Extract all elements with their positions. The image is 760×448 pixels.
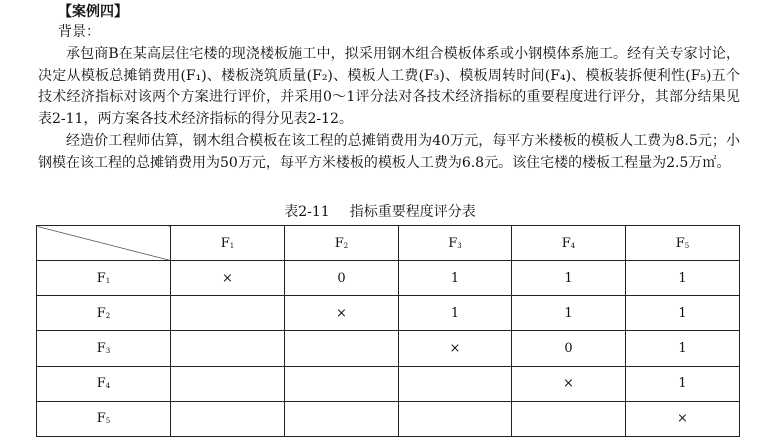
row-header: $F_3$ (37, 331, 171, 366)
table-cell (399, 366, 512, 401)
table-row (37, 331, 740, 366)
column-header: $F_2$ (285, 226, 399, 261)
column-header: $F_5$ (626, 226, 740, 261)
table-cell: 1 (399, 296, 512, 331)
table-cell: 0 (285, 261, 399, 296)
diagonal-corner-cell (37, 226, 171, 261)
table-cell (285, 401, 399, 436)
table-cell: 1 (399, 261, 512, 296)
column-header: $F_4$ (512, 226, 626, 261)
table-cell: × (512, 366, 626, 401)
column-header: $F_3$ (399, 226, 512, 261)
paragraph-2: 经造价工程师估算，钢木组合模板在该工程的总摊销费用为40万元，每平方米楼板的模板人工费为8.5元；小钢模在该工程的总摊销费用为50万元，每平方米楼板的模板人工费为6.8元。该住宅楼的楼板工程量为2.5万㎡。 (38, 133, 740, 171)
table-cell: × (626, 401, 740, 436)
row-header: $F_1$ (37, 261, 171, 296)
importance-score-table (36, 225, 740, 437)
row-header: $F_5$ (37, 401, 171, 436)
table-cell: × (285, 296, 399, 331)
table-header-row (37, 226, 740, 261)
table-caption-number: 表2-11 (284, 204, 330, 220)
row-header: $F_4$ (37, 366, 171, 401)
table-cell (285, 366, 399, 401)
table-cell: 1 (512, 261, 626, 296)
table-caption (0, 203, 760, 221)
table-row (37, 261, 740, 296)
case-heading: 【案例四】 (58, 4, 128, 20)
table-cell: × (171, 261, 285, 296)
table-caption-title: 指标重要程度评分表 (349, 204, 476, 220)
table-cell: 1 (626, 366, 740, 401)
table-cell: × (399, 331, 512, 366)
column-header: $F_1$ (171, 226, 285, 261)
table-cell (171, 366, 285, 401)
table-cell: 1 (626, 261, 740, 296)
table-cell (285, 331, 399, 366)
background-label: 背景： (58, 24, 100, 40)
table-cell (171, 401, 285, 436)
table-cell: 1 (626, 331, 740, 366)
table-row (37, 366, 740, 401)
table-row (37, 401, 740, 436)
table-cell (171, 296, 285, 331)
table-cell (512, 401, 626, 436)
table-row (37, 296, 740, 331)
paragraph-1: 承包商B在某高层住宅楼的现浇楼板施工中，拟采用钢木组合模板体系或小钢模体系施工。经有关专家讨论，决定从模板总摊销费用(F₁)、楼板浇筑质量(F₂)、模板人工费(F₃)、模板周转时间(F₄)、模板装拆便利性(F₅)五个技术经济指标对该两个方案进行评价，并采用0～1评分法对各技术经济指标的重要程度进行评分，其部分结果见表2-11，两方案各技术经济指标的得分见表2-12。 (38, 46, 740, 128)
table-cell (171, 331, 285, 366)
row-header: $F_2$ (37, 296, 171, 331)
table-cell (399, 401, 512, 436)
table-cell: 1 (512, 296, 626, 331)
table-cell: 0 (512, 331, 626, 366)
table-cell: 1 (626, 296, 740, 331)
